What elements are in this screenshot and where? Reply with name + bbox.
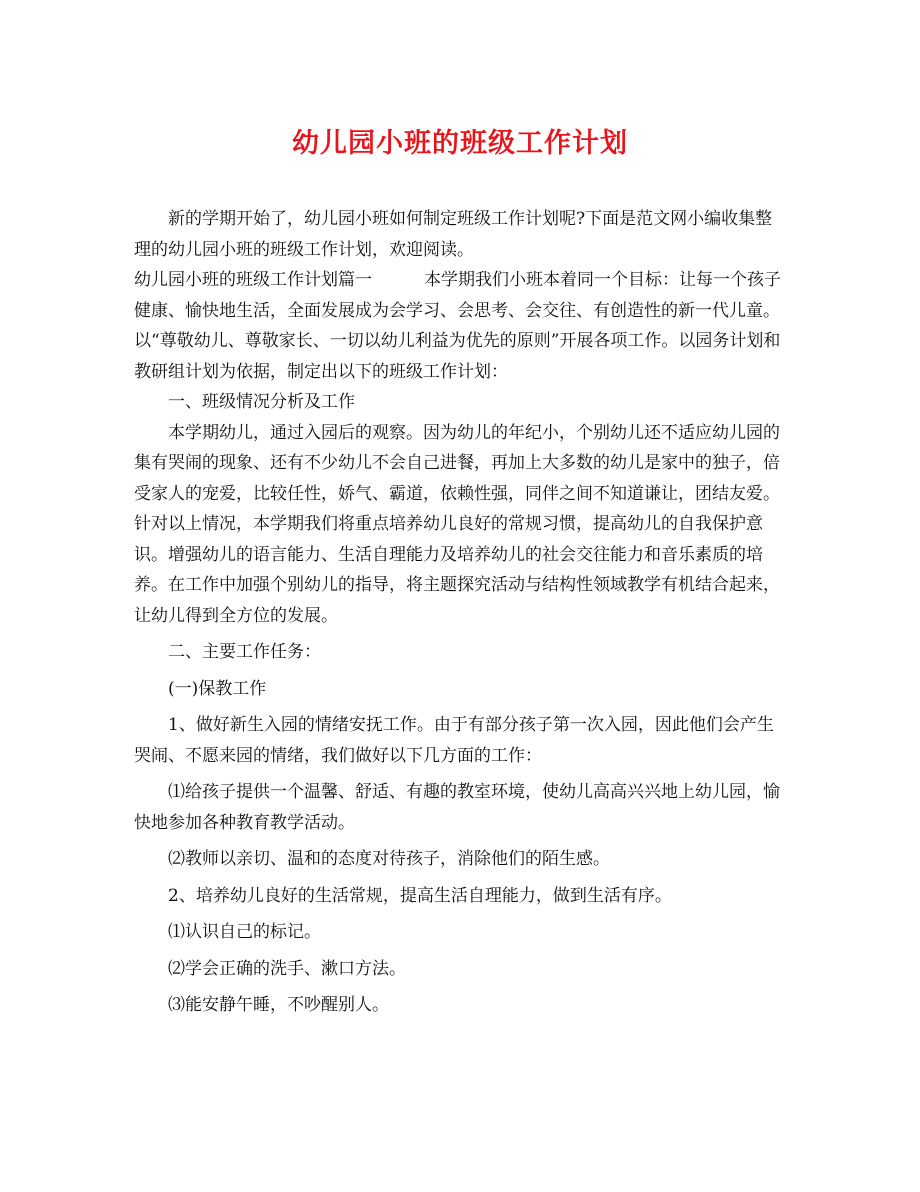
item-2-2: ⑵学会正确的洗手、漱口方法。 <box>168 958 406 979</box>
item-1: 1、做好新生入园的情绪安抚工作。由于有部分孩子第一次入园，因此他们会产生哭闹、不愿来园的情绪，我们做好以下几方面的工作： <box>134 715 774 766</box>
document-body <box>134 204 786 1021</box>
section-paragraph <box>134 265 786 387</box>
item-1-1: ⑴给孩子提供一个温馨、舒适、有趣的教室环境，使幼儿高高兴兴地上幼儿园，愉快地参加各种教育教学活动。 <box>134 782 780 833</box>
heading-main-tasks: 二、主要工作任务： <box>168 642 321 662</box>
heading-class-analysis: 一、班级情况分析及工作 <box>168 392 355 412</box>
intro-paragraph: 新的学期开始了，幼儿园小班如何制定班级工作计划呢?下面是范文网小编收集整理的幼儿园小班的班级工作计划，欢迎阅读。 <box>134 209 773 260</box>
item-2-1: ⑴认识自己的标记。 <box>168 922 321 942</box>
document-title: 幼儿园小班的班级工作计划 <box>292 128 628 159</box>
section-heading: 幼儿园小班的班级工作计划篇一 <box>134 270 372 290</box>
item-1-2: ⑵教师以亲切、温和的态度对待孩子，消除他们的陌生感。 <box>168 849 610 869</box>
heading-care-education: (一)保教工作 <box>168 678 267 699</box>
paragraph-class-analysis: 本学期幼儿，通过入园后的观察。因为幼儿的年纪小，个别幼儿还不适应幼儿园的集有哭闹的现象、还有不少幼儿不会自己进餐，再加上大多数的幼儿是家中的独子，倍受家人的宠爱，比较任性，娇气、霸道，依赖性强，同伴之间不知道谦让，团结友爱。针对以上情况，本学期我们将重点培养幼儿良好的常规习惯，提高幼儿的自我保护意识。增强幼儿的语言能力、生活自理能力及培养幼儿的社会交往能力和音乐素质的培养。在工作中加强个别幼儿的指导，将主题探究活动与结构性领域教学有机结合起来，让幼儿得到全方位的发展。 <box>134 422 780 626</box>
item-2: 2、培养幼儿良好的生活常规，提高生活自理能力，做到生活有序。 <box>168 885 672 906</box>
item-2-3: ⑶能安静午睡，不吵醒别人。 <box>168 995 389 1015</box>
section-lead-text: 本学期我们小班本着同一个目标：让每一个孩子健康、愉快地生活，全面发展成为会学习、会思考、会交往、有创造性的新一代儿童。以“尊敬幼儿、尊敬家长、一切以幼儿利益为优先的原则”开展各项工作。以园务计划和教研组计划为依据，制定出以下的班级工作计划： <box>134 270 781 382</box>
